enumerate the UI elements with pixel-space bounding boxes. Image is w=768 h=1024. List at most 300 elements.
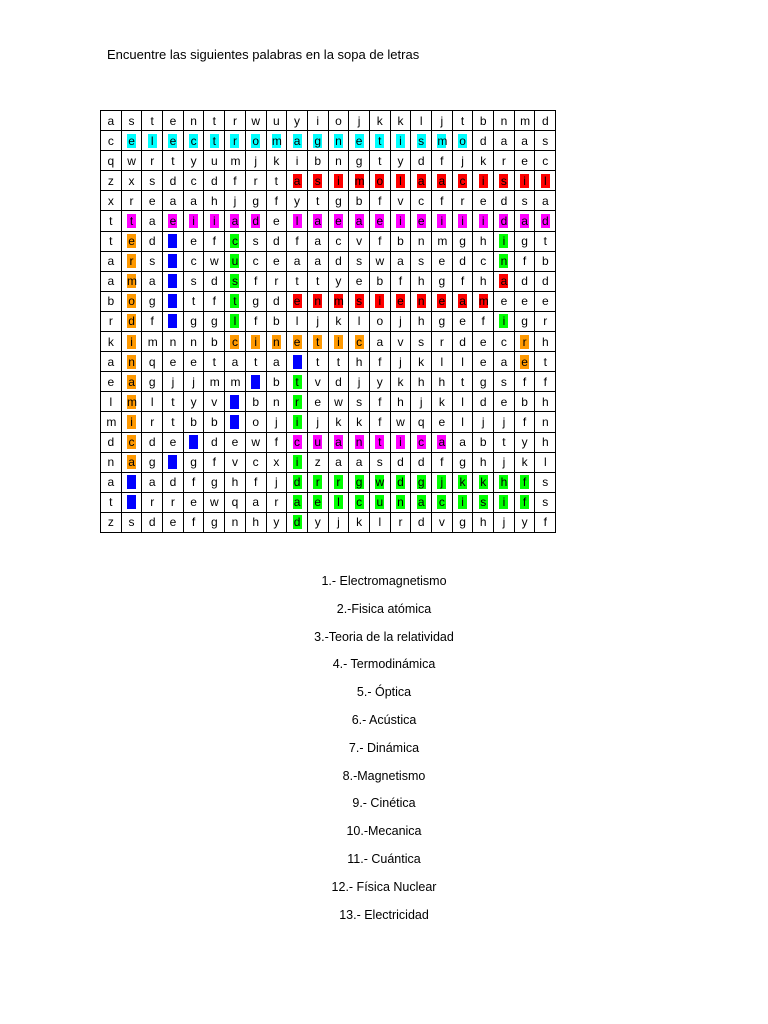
grid-letter: e bbox=[521, 354, 528, 369]
grid-letter: f bbox=[150, 314, 154, 329]
grid-letter: i bbox=[168, 274, 177, 288]
grid-cell bbox=[163, 392, 184, 412]
grid-cell bbox=[142, 372, 163, 392]
grid-cell bbox=[494, 211, 515, 231]
grid-cell bbox=[390, 131, 411, 151]
grid-cell bbox=[452, 352, 473, 372]
grid-letter: v bbox=[231, 455, 238, 470]
grid-letter: h bbox=[479, 234, 487, 249]
grid-cell bbox=[411, 512, 432, 532]
grid-cell bbox=[245, 432, 266, 452]
grid-letter: e bbox=[190, 495, 197, 510]
grid-letter: y bbox=[190, 394, 197, 409]
grid-letter: a bbox=[459, 294, 466, 309]
grid-cell bbox=[163, 151, 184, 171]
grid-letter: f bbox=[274, 193, 279, 208]
grid-cell bbox=[535, 251, 556, 271]
grid-letter: e bbox=[169, 254, 177, 269]
grid-letter: c bbox=[231, 334, 238, 349]
grid-letter: s bbox=[128, 113, 135, 128]
grid-letter: x bbox=[107, 193, 114, 208]
grid-cell bbox=[183, 311, 204, 331]
grid-cell bbox=[183, 472, 204, 492]
grid-letter: c bbox=[418, 193, 425, 208]
grid-letter: v bbox=[356, 234, 363, 249]
grid-cell bbox=[473, 171, 494, 191]
grid-letter: d bbox=[417, 515, 425, 530]
grid-cell bbox=[101, 251, 122, 271]
grid-letter: l bbox=[396, 174, 405, 188]
grid-cell bbox=[452, 432, 473, 452]
grid-cell bbox=[535, 171, 556, 191]
grid-cell bbox=[307, 452, 328, 472]
grid-cell bbox=[328, 512, 349, 532]
grid-letter: f bbox=[253, 314, 258, 329]
grid-letter: q bbox=[148, 354, 156, 369]
grid-letter: f bbox=[398, 274, 403, 289]
grid-cell bbox=[225, 271, 246, 291]
grid-cell bbox=[411, 191, 432, 211]
grid-cell bbox=[287, 211, 308, 231]
grid-cell bbox=[535, 211, 556, 231]
grid-letter: d bbox=[541, 214, 549, 229]
grid-cell bbox=[473, 472, 494, 492]
grid-letter: n bbox=[128, 354, 135, 369]
grid-letter: c bbox=[294, 435, 301, 450]
grid-cell bbox=[287, 251, 308, 271]
grid-cell bbox=[494, 311, 515, 331]
grid-cell bbox=[287, 372, 308, 392]
grid-letter: t bbox=[336, 354, 341, 369]
grid-letter: a bbox=[190, 193, 197, 208]
grid-letter: j bbox=[233, 193, 237, 208]
grid-cell bbox=[535, 512, 556, 532]
grid-letter: m bbox=[127, 274, 138, 289]
grid-cell bbox=[287, 231, 308, 251]
grid-letter: a bbox=[355, 455, 363, 470]
grid-cell bbox=[452, 171, 473, 191]
grid-cell bbox=[163, 111, 184, 131]
grid-cell bbox=[411, 492, 432, 512]
grid-cell bbox=[307, 352, 328, 372]
grid-cell bbox=[204, 492, 225, 512]
grid-cell bbox=[514, 151, 535, 171]
grid-letter: k bbox=[418, 354, 425, 369]
grid-letter: f bbox=[191, 475, 196, 490]
grid-cell bbox=[287, 512, 308, 532]
grid-cell bbox=[473, 191, 494, 211]
grid-letter: e bbox=[500, 394, 508, 409]
grid-letter: f bbox=[520, 475, 529, 489]
grid-letter: g bbox=[438, 274, 446, 289]
grid-cell bbox=[266, 372, 287, 392]
grid-cell bbox=[245, 492, 266, 512]
grid-cell bbox=[183, 231, 204, 251]
grid-cell bbox=[328, 171, 349, 191]
grid-cell bbox=[101, 432, 122, 452]
grid-letter: e bbox=[314, 394, 322, 409]
grid-letter: z bbox=[107, 515, 114, 530]
grid-letter: k bbox=[335, 414, 342, 429]
grid-letter: f bbox=[522, 414, 527, 429]
grid-cell bbox=[535, 392, 556, 412]
word-list-item: 5.- Óptica bbox=[356, 685, 412, 700]
grid-letter: a bbox=[169, 193, 177, 208]
grid-letter: s bbox=[542, 475, 549, 490]
grid-letter: a bbox=[273, 354, 280, 369]
grid-letter: e bbox=[479, 334, 487, 349]
grid-cell bbox=[390, 372, 411, 392]
grid-cell bbox=[349, 452, 370, 472]
grid-cell bbox=[142, 392, 163, 412]
grid-cell bbox=[307, 492, 328, 512]
grid-letter: h bbox=[541, 334, 549, 349]
grid-letter: l bbox=[230, 415, 239, 429]
grid-cell bbox=[432, 452, 453, 472]
grid-cell bbox=[266, 191, 287, 211]
grid-letter: y bbox=[335, 274, 342, 289]
grid-cell bbox=[494, 151, 515, 171]
grid-cell bbox=[390, 171, 411, 191]
grid-letter: f bbox=[274, 435, 279, 450]
grid-letter: v bbox=[314, 374, 321, 389]
grid-row bbox=[101, 472, 556, 492]
grid-cell bbox=[101, 332, 122, 352]
grid-cell bbox=[163, 191, 184, 211]
grid-letter: e bbox=[293, 294, 301, 309]
grid-letter: l bbox=[440, 354, 444, 369]
grid-cell bbox=[287, 191, 308, 211]
grid-letter: c bbox=[190, 133, 197, 148]
grid-letter: a bbox=[521, 133, 528, 148]
grid-letter: j bbox=[502, 455, 506, 470]
grid-letter: g bbox=[210, 515, 218, 530]
grid-cell bbox=[225, 251, 246, 271]
grid-cell bbox=[390, 211, 411, 231]
grid-cell bbox=[101, 111, 122, 131]
grid-letter: s bbox=[356, 294, 363, 309]
grid-cell bbox=[101, 472, 122, 492]
grid-letter: t bbox=[378, 153, 382, 168]
grid-cell bbox=[473, 392, 494, 412]
grid-cell bbox=[121, 211, 142, 231]
grid-cell bbox=[101, 311, 122, 331]
grid-cell bbox=[183, 171, 204, 191]
grid-letter: n bbox=[273, 394, 280, 409]
grid-letter: t bbox=[375, 134, 384, 148]
grid-cell bbox=[183, 492, 204, 512]
grid-letter: d bbox=[293, 475, 301, 490]
grid-cell bbox=[183, 452, 204, 472]
grid-letter: m bbox=[127, 394, 138, 409]
grid-cell bbox=[121, 332, 142, 352]
grid-letter: s bbox=[542, 133, 549, 148]
grid-letter: d bbox=[273, 234, 280, 249]
grid-cell bbox=[328, 372, 349, 392]
grid-letter: d bbox=[459, 334, 466, 349]
grid-cell bbox=[307, 211, 328, 231]
grid-letter: j bbox=[316, 414, 320, 429]
grid-cell bbox=[121, 472, 142, 492]
grid-letter: g bbox=[438, 314, 446, 329]
grid-letter: a bbox=[314, 254, 322, 269]
grid-letter: g bbox=[479, 374, 487, 389]
grid-cell bbox=[494, 472, 515, 492]
grid-cell bbox=[163, 171, 184, 191]
grid-cell bbox=[287, 352, 308, 372]
grid-cell bbox=[432, 151, 453, 171]
grid-cell bbox=[163, 472, 184, 492]
grid-cell bbox=[225, 171, 246, 191]
grid-cell bbox=[514, 211, 535, 231]
grid-cell bbox=[494, 432, 515, 452]
grid-cell bbox=[494, 492, 515, 512]
grid-cell bbox=[266, 512, 287, 532]
grid-letter: o bbox=[376, 173, 384, 188]
grid-letter: g bbox=[190, 455, 197, 470]
grid-cell bbox=[349, 291, 370, 311]
grid-letter: o bbox=[459, 133, 466, 148]
grid-cell bbox=[473, 452, 494, 472]
grid-cell bbox=[183, 191, 204, 211]
grid-letter: b bbox=[355, 193, 363, 208]
grid-letter: j bbox=[357, 113, 361, 128]
grid-letter: e bbox=[169, 214, 177, 229]
grid-cell bbox=[266, 311, 287, 331]
grid-letter: t bbox=[316, 193, 320, 208]
grid-cell bbox=[452, 111, 473, 131]
grid-cell bbox=[183, 512, 204, 532]
grid-letter: e bbox=[273, 254, 280, 269]
grid-cell bbox=[328, 191, 349, 211]
grid-letter: e bbox=[190, 354, 197, 369]
grid-cell bbox=[390, 311, 411, 331]
grid-letter: f bbox=[253, 274, 258, 289]
grid-letter: n bbox=[397, 495, 404, 510]
grid-letter: h bbox=[355, 354, 363, 369]
grid-cell bbox=[514, 311, 535, 331]
grid-row bbox=[101, 131, 556, 151]
grid-letter: t bbox=[212, 113, 216, 128]
grid-cell bbox=[328, 111, 349, 131]
grid-cell bbox=[369, 412, 390, 432]
grid-letter: s bbox=[500, 374, 507, 389]
grid-letter: n bbox=[169, 334, 177, 349]
grid-letter: m bbox=[209, 374, 220, 389]
grid-cell bbox=[204, 432, 225, 452]
grid-letter: e bbox=[417, 214, 425, 229]
grid-cell bbox=[225, 332, 246, 352]
grid-cell bbox=[369, 151, 390, 171]
grid-row bbox=[101, 492, 556, 512]
grid-letter: f bbox=[212, 294, 216, 309]
grid-letter: r bbox=[129, 193, 134, 208]
grid-letter: a bbox=[438, 435, 446, 450]
word-list-item: 2.-Fisica atómica bbox=[336, 601, 432, 616]
word-list-item: 3.-Teoria de la relatividad bbox=[314, 629, 454, 644]
grid-letter: e bbox=[231, 435, 239, 450]
grid-letter: f bbox=[212, 234, 216, 249]
grid-letter: l bbox=[543, 455, 547, 470]
grid-letter: a bbox=[293, 133, 301, 148]
grid-letter: k bbox=[107, 334, 114, 349]
grid-letter: f bbox=[520, 495, 529, 509]
grid-letter: a bbox=[376, 334, 384, 349]
grid-letter: j bbox=[399, 314, 402, 329]
grid-letter: t bbox=[543, 354, 547, 369]
grid-cell bbox=[142, 452, 163, 472]
grid-letter: d bbox=[479, 394, 487, 409]
grid-letter: k bbox=[480, 153, 487, 168]
grid-letter: e bbox=[479, 354, 487, 369]
grid-cell bbox=[287, 332, 308, 352]
grid-cell bbox=[432, 291, 453, 311]
grid-letter: c bbox=[252, 254, 259, 269]
grid-letter: e bbox=[355, 133, 363, 148]
grid-cell bbox=[473, 251, 494, 271]
grid-letter: e bbox=[169, 113, 177, 128]
grid-letter: n bbox=[335, 153, 342, 168]
grid-cell bbox=[163, 291, 184, 311]
grid-letter: x bbox=[128, 173, 135, 188]
grid-cell bbox=[349, 171, 370, 191]
grid-cell bbox=[452, 392, 473, 412]
grid-letter: d bbox=[210, 435, 218, 450]
grid-cell bbox=[473, 412, 494, 432]
grid-letter: r bbox=[253, 173, 258, 188]
grid-letter: t bbox=[375, 435, 384, 449]
grid-cell bbox=[307, 332, 328, 352]
grid-cell bbox=[183, 372, 204, 392]
grid-letter: r bbox=[274, 274, 279, 289]
grid-letter: o bbox=[128, 294, 135, 309]
grid-letter: s bbox=[500, 173, 507, 188]
grid-letter: a bbox=[107, 274, 115, 289]
grid-cell bbox=[328, 412, 349, 432]
grid-cell bbox=[245, 512, 266, 532]
grid-letter: n bbox=[190, 113, 197, 128]
grid-cell bbox=[163, 492, 184, 512]
grid-cell bbox=[452, 372, 473, 392]
grid-letter: a bbox=[252, 374, 259, 389]
grid-cell bbox=[245, 271, 266, 291]
word-list-item: 11.- Cuántica bbox=[347, 851, 421, 866]
grid-cell bbox=[328, 271, 349, 291]
grid-letter: r bbox=[293, 395, 302, 409]
grid-letter: o bbox=[335, 113, 342, 128]
grid-letter: d bbox=[500, 214, 508, 229]
grid-letter: a bbox=[107, 113, 115, 128]
grid-cell bbox=[369, 251, 390, 271]
grid-letter: i bbox=[396, 134, 405, 148]
grid-cell bbox=[101, 291, 122, 311]
grid-cell bbox=[432, 432, 453, 452]
grid-letter: e bbox=[169, 354, 177, 369]
grid-cell bbox=[266, 412, 287, 432]
grid-letter: d bbox=[128, 314, 135, 329]
grid-letter: j bbox=[461, 153, 464, 168]
grid-cell bbox=[514, 111, 535, 131]
grid-cell bbox=[121, 352, 142, 372]
grid-cell bbox=[349, 151, 370, 171]
grid-letter: c bbox=[294, 354, 301, 369]
word-list-item: 7.- Dinámica bbox=[348, 740, 420, 755]
grid-cell bbox=[411, 472, 432, 492]
grid-cell bbox=[307, 311, 328, 331]
grid-letter: f bbox=[522, 374, 527, 389]
grid-cell bbox=[163, 311, 184, 331]
grid-cell bbox=[163, 211, 184, 231]
grid-letter: g bbox=[210, 314, 218, 329]
grid-cell bbox=[514, 171, 535, 191]
grid-letter: j bbox=[254, 153, 257, 168]
grid-cell bbox=[349, 332, 370, 352]
grid-cell bbox=[121, 231, 142, 251]
grid-cell bbox=[225, 412, 246, 432]
grid-cell bbox=[514, 512, 535, 532]
grid-letter: g bbox=[190, 314, 197, 329]
grid-cell bbox=[349, 231, 370, 251]
grid-cell bbox=[121, 151, 142, 171]
grid-letter: t bbox=[127, 214, 136, 228]
grid-letter: n bbox=[314, 294, 322, 309]
grid-cell bbox=[494, 332, 515, 352]
grid-letter: h bbox=[479, 455, 487, 470]
grid-letter: d bbox=[293, 515, 301, 530]
grid-letter: s bbox=[356, 394, 363, 409]
grid-cell bbox=[452, 231, 473, 251]
grid-cell bbox=[369, 291, 390, 311]
grid-letter: d bbox=[500, 193, 508, 208]
grid-letter: b bbox=[521, 394, 528, 409]
grid-letter: r bbox=[313, 475, 322, 489]
grid-letter: j bbox=[419, 394, 423, 409]
grid-cell bbox=[473, 271, 494, 291]
grid-letter: a bbox=[417, 495, 425, 510]
grid-letter: b bbox=[479, 435, 487, 450]
grid-cell bbox=[452, 191, 473, 211]
word-list bbox=[0, 570, 768, 931]
grid-cell bbox=[514, 372, 535, 392]
grid-cell bbox=[225, 512, 246, 532]
grid-cell bbox=[287, 472, 308, 492]
grid-cell bbox=[473, 311, 494, 331]
grid-letter: c bbox=[356, 495, 363, 510]
grid-cell bbox=[494, 231, 515, 251]
grid-letter: h bbox=[210, 193, 218, 208]
grid-letter: a bbox=[355, 214, 363, 229]
grid-letter: h bbox=[438, 374, 446, 389]
grid-letter: a bbox=[500, 274, 508, 289]
grid-cell bbox=[287, 271, 308, 291]
grid-cell bbox=[287, 412, 308, 432]
grid-cell bbox=[494, 291, 515, 311]
grid-cell bbox=[266, 452, 287, 472]
grid-cell bbox=[432, 211, 453, 231]
grid-cell bbox=[411, 311, 432, 331]
grid-letter: i bbox=[458, 214, 467, 228]
grid-letter: r bbox=[398, 515, 403, 530]
grid-letter: g bbox=[355, 475, 363, 490]
grid-cell bbox=[514, 191, 535, 211]
grid-cell bbox=[142, 271, 163, 291]
grid-letter: i bbox=[127, 335, 136, 349]
grid-cell bbox=[101, 151, 122, 171]
grid-letter: c bbox=[356, 334, 363, 349]
grid-letter: n bbox=[128, 495, 135, 510]
grid-letter: j bbox=[357, 374, 361, 389]
grid-letter: r bbox=[274, 495, 279, 510]
